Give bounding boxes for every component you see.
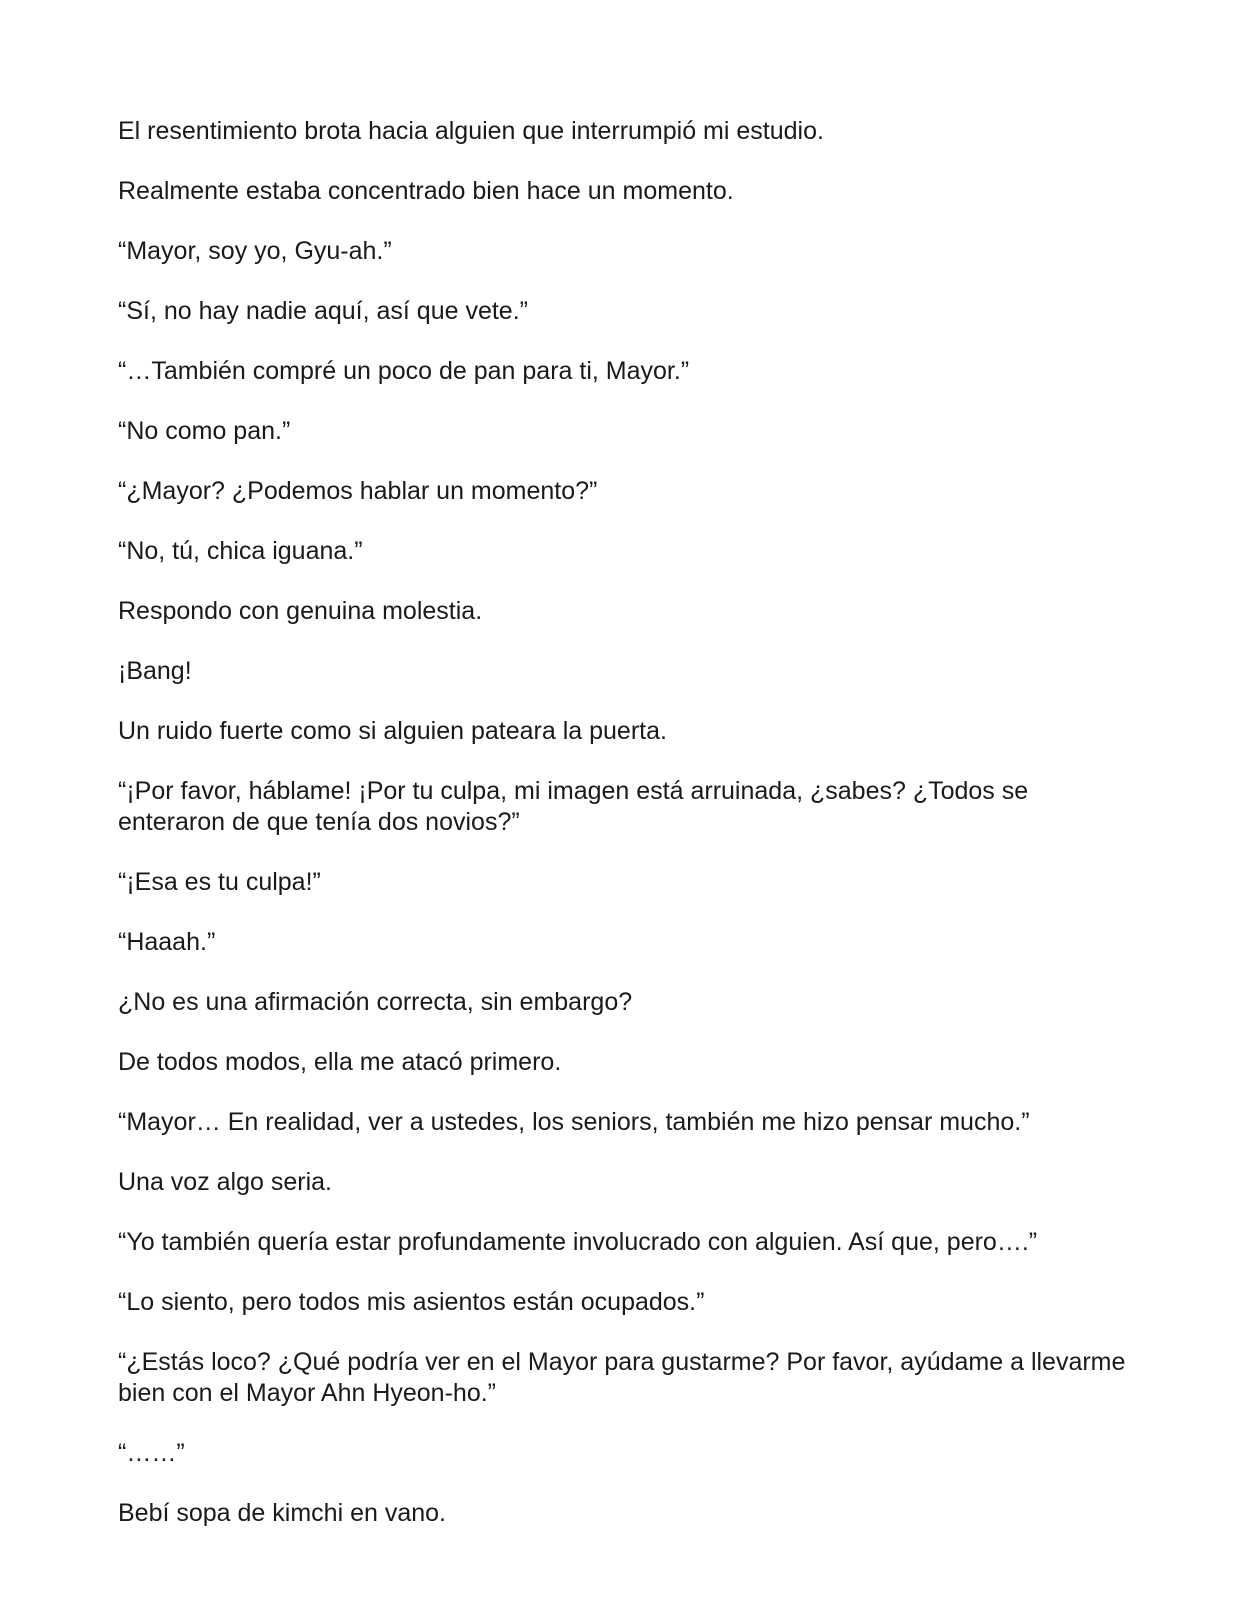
paragraph: Una voz algo seria.	[118, 1168, 333, 1196]
paragraph: Realmente estaba concentrado bien hace un momento.	[118, 177, 734, 205]
paragraph: “Sí, no hay nadie aquí, así que vete.”	[118, 297, 528, 325]
paragraph: El resentimiento brota hacia alguien que interrumpió mi estudio.	[118, 117, 824, 145]
paragraph: “No como pan.”	[118, 417, 291, 445]
paragraph: “Lo siento, pero todos mis asientos están ocupados.”	[118, 1288, 705, 1316]
paragraph: “Yo también quería estar profundamente involucrado con alguien. Así que, pero….”	[118, 1228, 1038, 1256]
paragraph: “¿Mayor? ¿Podemos hablar un momento?”	[118, 477, 598, 505]
paragraph: “Mayor, soy yo, Gyu-ah.”	[118, 237, 392, 265]
paragraph: “……”	[118, 1439, 185, 1467]
paragraph: Un ruido fuerte como si alguien pateara la puerta.	[118, 717, 667, 745]
paragraph: Respondo con genuina molestia.	[118, 597, 483, 625]
paragraph: “¡Por favor, háblame! ¡Por tu culpa, mi imagen está arruinada, ¿sabes? ¿Todos se enteraron de que tenía dos novios?”	[118, 777, 1029, 836]
paragraph: ¡Bang!	[118, 657, 192, 685]
document-text	[118, 116, 1128, 1558]
paragraph: “¡Esa es tu culpa!”	[118, 868, 321, 896]
paragraph: “Mayor… En realidad, ver a ustedes, los seniors, también me hizo pensar mucho.”	[118, 1108, 1030, 1136]
paragraph: Bebí sopa de kimchi en vano.	[118, 1499, 446, 1527]
paragraph: De todos modos, ella me atacó primero.	[118, 1048, 562, 1076]
paragraph: “No, tú, chica iguana.”	[118, 537, 363, 565]
paragraph: “…También compré un poco de pan para ti, Mayor.”	[118, 357, 690, 385]
paragraph: “Haaah.”	[118, 928, 216, 956]
paragraph: ¿No es una afirmación correcta, sin embargo?	[118, 988, 633, 1016]
paragraph: “¿Estás loco? ¿Qué podría ver en el Mayor para gustarme? Por favor, ayúdame a llevarme bien con el Mayor Ahn Hyeon-ho.”	[118, 1348, 1126, 1407]
